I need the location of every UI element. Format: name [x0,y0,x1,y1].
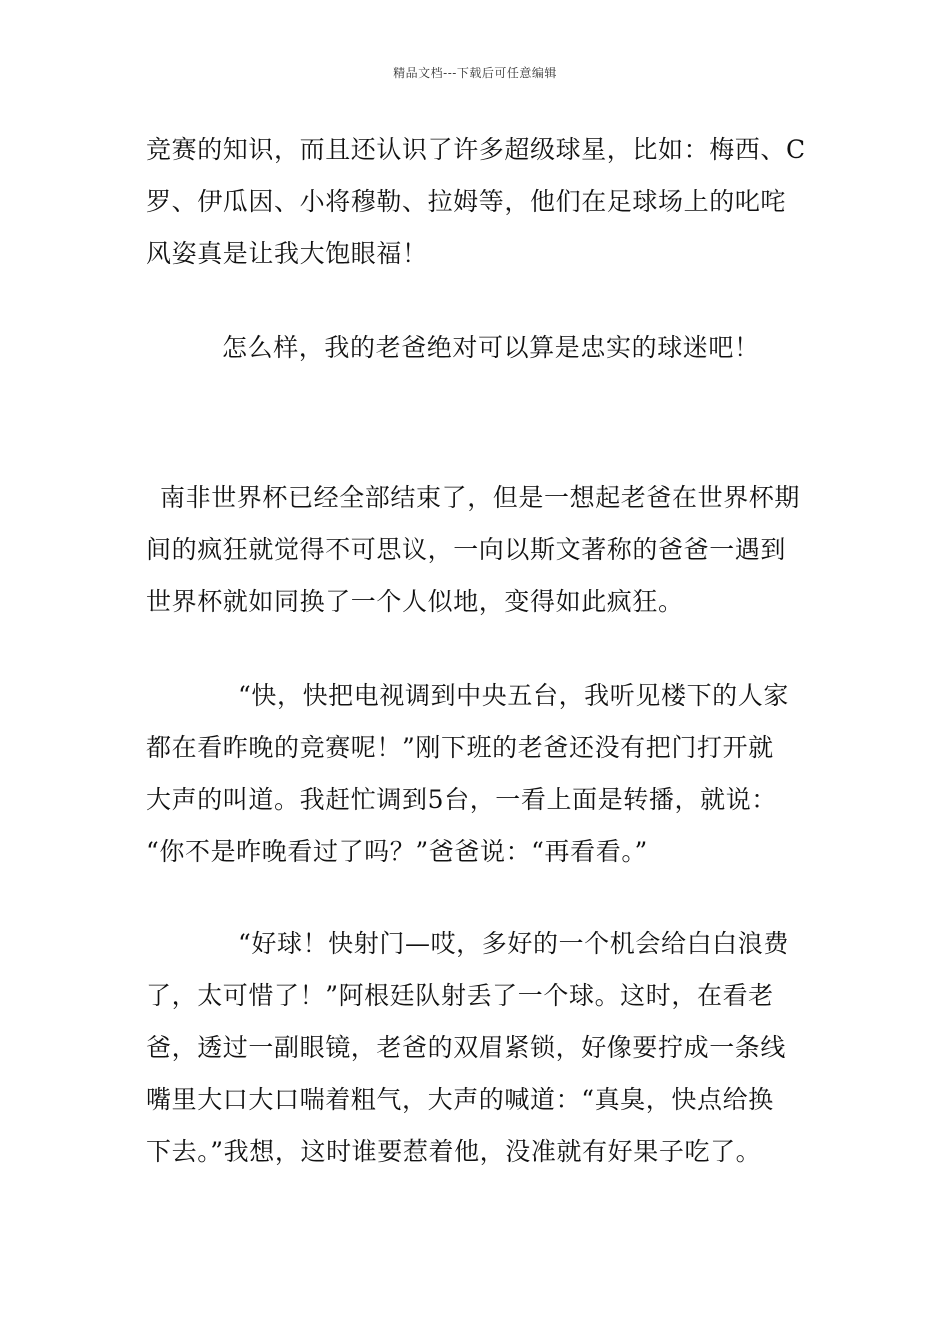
paragraph-line: 间的疯狂就觉得不可思议，一向以斯文著称的爸爸一遇到 [146,535,787,564]
paragraph-line: “你不是昨晚看过了吗？”爸爸说：“再看看。” [146,837,648,866]
paragraph-line: 罗、伊瓜因、小将穆勒、拉姆等，他们在足球场上的叱咤 [146,187,787,216]
paragraph-line: 世界杯就如同换了一个人似地，变得如此疯狂。 [146,587,684,616]
paragraph-line: 大声的叫道。我赶忙调到5台，一看上面是转播，就说： [146,785,777,814]
page-header: 精品文档---下载后可任意编辑 [393,66,557,80]
paragraph-line: 南非世界杯已经全部结束了，但是一想起老爸在世界杯期 [160,483,801,512]
paragraph-3 [146,472,810,628]
paragraph-line: 竞赛的知识，而且还认识了许多超级球星，比如：梅西、C [146,135,806,164]
paragraph-line: “快，快把电视调到中央五台，我听见楼下的人家 [238,681,789,710]
paragraph-2 [146,322,810,374]
paragraph-1 [146,124,810,280]
paragraph-5 [146,918,810,1178]
paragraph-line: 嘴里大口大口喘着粗气，大声的喊道：“真臭，快点给换 [146,1085,774,1114]
paragraph-line: 风姿真是让我大饱眼福！ [146,239,428,268]
paragraph-4 [146,670,810,878]
paragraph-line: 爸，透过一副眼镜，老爸的双眉紧锁，好像要拧成一条线 [146,1033,787,1062]
paragraph-line: 下去。”我想，这时谁要惹着他，没准就有好果子吃了。 [146,1137,762,1166]
paragraph-line: 怎么样，我的老爸绝对可以算是忠实的球迷吧！ [222,333,760,362]
paragraph-line: “好球！快射门—哎，多好的一个机会给白白浪费 [238,929,789,958]
paragraph-line: 都在看昨晚的竞赛呢！”刚下班的老爸还没有把门打开就 [146,733,774,762]
paragraph-line: 了，太可惜了！”阿根廷队射丢了一个球。这时，在看老 [146,981,774,1010]
